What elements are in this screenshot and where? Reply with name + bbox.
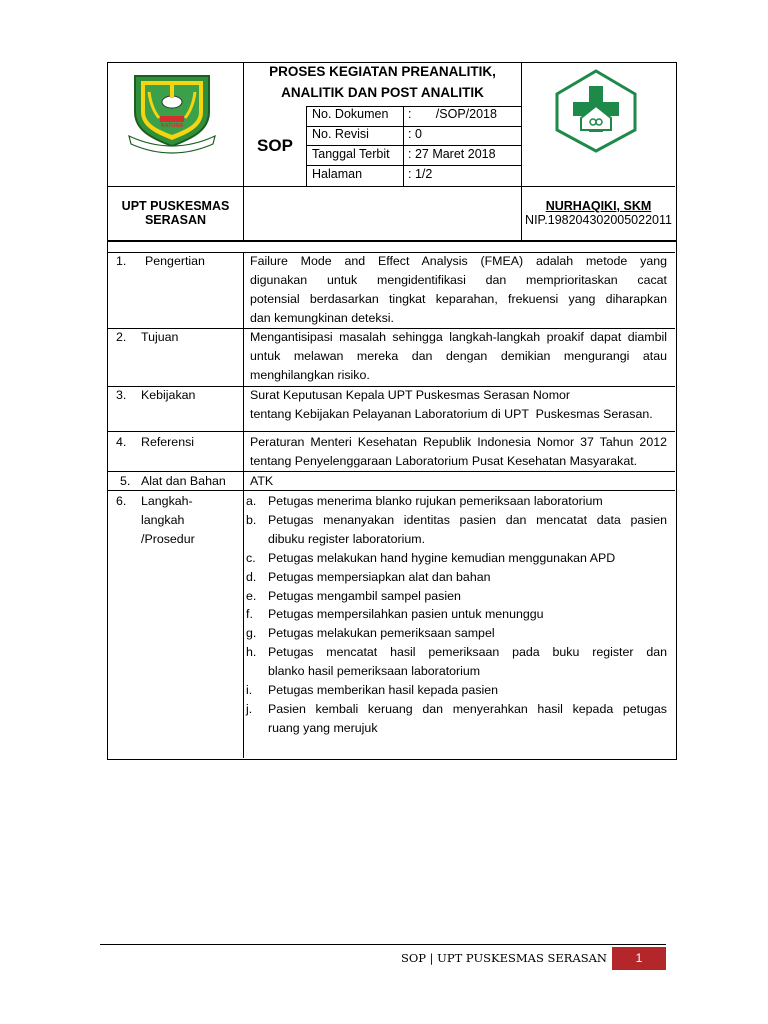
section-text-line: Peraturan Menteri Kesehatan Republik Indonesia Nomor 37 Tahun 2012 — [250, 435, 667, 449]
signer-name: NURHAQIKI, SKM — [545, 199, 652, 213]
divider — [306, 145, 521, 146]
natuna-regency-logo — [127, 72, 217, 154]
section-label: langkah — [141, 513, 185, 527]
section-text-line: tentang Penyelenggaraan Laboratorium Pusat Kesehatan Masyarakat. — [250, 454, 638, 468]
sop-label: SOP — [257, 136, 293, 155]
section-text-line: Surat Keputusan Kepala UPT Puskesmas Serasan Nomor — [250, 388, 571, 402]
step-text: Pasien kembali keruang dan menyerahkan hasil kepada petugas — [268, 702, 667, 716]
divider — [107, 431, 675, 432]
page-number: 1 — [612, 947, 666, 970]
step-text: Petugas mencatat hasil pemeriksaan pada buku register dan — [268, 645, 667, 659]
puskesmas-logo-icon — [553, 68, 639, 154]
step-text: Petugas memberikan hasil kepada pasien — [268, 683, 499, 697]
step-marker: e. — [246, 589, 257, 603]
step-text: Petugas menanyakan identitas pasien dan mencatat data pasien — [268, 513, 667, 527]
section-text-line: digunakan untuk mengidentifikasi dan memprioritaskan cacat — [250, 273, 667, 287]
meta-value: : /SOP/2018 — [408, 107, 497, 121]
section-number: 4. — [116, 435, 127, 449]
organization-name — [108, 199, 243, 227]
step-marker: a. — [246, 494, 257, 508]
meta-value: : 1/2 — [408, 167, 433, 181]
section-text-line: Mengantisipasi masalah sehingga langkah-langkah proakif dapat diambil — [250, 330, 667, 344]
step-text: Petugas mempersilahkan pasien untuk menunggu — [268, 607, 544, 621]
section-label: Pengertian — [145, 254, 205, 268]
step-text: dibuku register laboratorium. — [268, 532, 426, 546]
footer-text: SOP | UPT PUSKESMAS SERASAN — [400, 951, 607, 965]
meta-label: No. Dokumen — [312, 107, 389, 121]
step-marker: b. — [246, 513, 257, 527]
footer-rule — [100, 944, 666, 945]
section-label: Referensi — [141, 435, 195, 449]
section-label: /Prosedur — [141, 532, 195, 546]
section-text-line: Failure Mode and Effect Analysis (FMEA) adalah metode yang — [250, 254, 667, 268]
step-text: Petugas melakukan pemeriksaan sampel — [268, 626, 495, 640]
section-label: Langkah- — [141, 494, 193, 508]
step-text: Petugas mengambil sampel pasien — [268, 589, 461, 603]
signer-nip: NIP.198204302005022011 — [525, 213, 672, 227]
title-line: PROSES KEGIATAN PREANALITIK, — [269, 64, 496, 79]
step-text: blanko hasil pemeriksaan laboratorium — [268, 664, 481, 678]
meta-label: No. Revisi — [312, 127, 369, 141]
section-text-line: menghilangkan risiko. — [250, 368, 370, 382]
divider — [306, 106, 307, 186]
step-marker: f. — [246, 607, 253, 621]
section-text-line: untuk melawan mereka dan dengan demikian mengurangi atau — [250, 349, 667, 363]
org-line: UPT PUSKESMAS — [121, 199, 230, 213]
org-line: SERASAN — [144, 213, 207, 227]
section-label: Alat dan Bahan — [141, 474, 226, 488]
step-text: Petugas mempersiapkan alat dan bahan — [268, 570, 491, 584]
section-label: Tujuan — [141, 330, 179, 344]
divider — [306, 165, 521, 166]
divider — [107, 186, 675, 187]
signer-block — [522, 199, 675, 227]
section-label: Kebijakan — [141, 388, 196, 402]
section-number: 1. — [116, 254, 127, 268]
step-marker: d. — [246, 570, 257, 584]
section-number: 6. — [116, 494, 127, 508]
step-text: Petugas melakukan hand hygine kemudian menggunakan APD — [268, 551, 616, 565]
divider — [403, 106, 404, 186]
section-number: 5. — [120, 474, 131, 488]
step-marker: i. — [246, 683, 253, 697]
step-text: ruang yang merujuk — [268, 721, 378, 735]
step-text: Petugas menerima blanko rujukan pemeriksaan laboratorium — [268, 494, 603, 508]
section-number: 3. — [116, 388, 127, 402]
step-marker: g. — [246, 626, 257, 640]
meta-value: : 27 Maret 2018 — [408, 147, 496, 161]
svg-text:NATUNA: NATUNA — [160, 123, 184, 129]
step-marker: c. — [246, 551, 256, 565]
section-number: 2. — [116, 330, 127, 344]
meta-label: Tanggal Terbit — [312, 147, 390, 161]
meta-label: Halaman — [312, 167, 363, 181]
step-marker: h. — [246, 645, 257, 659]
section-text-line: tentang Kebijakan Pelayanan Laboratorium di UPT Puskesmas Serasan. — [250, 407, 653, 421]
document-title — [244, 61, 521, 103]
section-text-line: dan kemungkinan deteksi. — [250, 311, 394, 325]
meta-value: : 0 — [408, 127, 422, 141]
title-line: ANALITIK DAN POST ANALITIK — [281, 85, 484, 100]
section-text-line: ATK — [250, 474, 274, 488]
section-text-line: potensial berdasarkan tingkat keparahan, frekuensi yang diharapkan — [250, 292, 667, 306]
step-marker: j. — [246, 702, 253, 716]
